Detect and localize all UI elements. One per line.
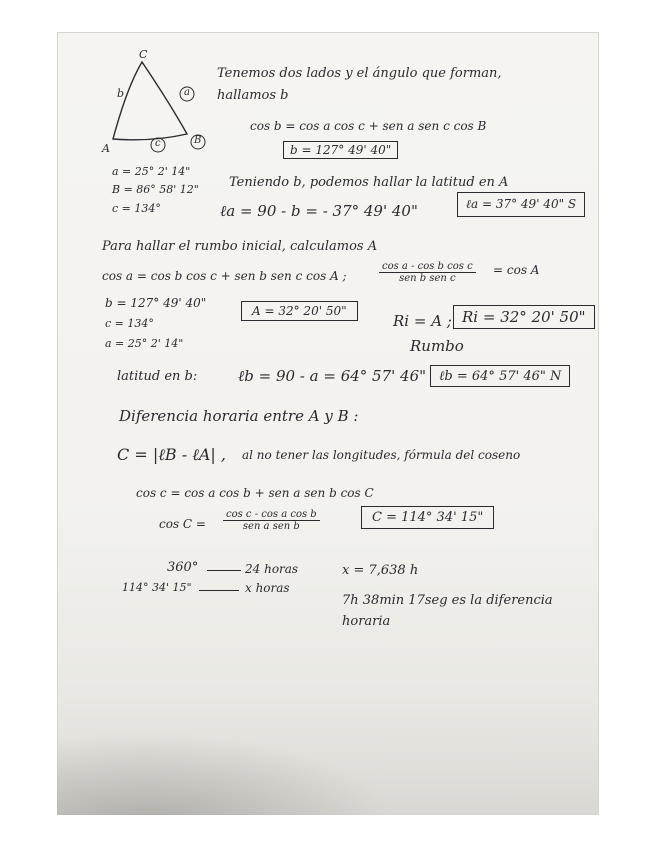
list-c: c = 134° <box>105 317 154 330</box>
notebook-page <box>57 32 599 815</box>
fraction-cos-C <box>223 509 320 532</box>
prop-left-1: 360° <box>167 560 199 575</box>
intro-line-2: hallamos b <box>217 88 289 103</box>
C-result-box: C = 114° 34' 15" <box>361 506 494 529</box>
side-c-label: c <box>155 138 161 149</box>
cos-c-formula: cos c = cos a cos b + sen a sen b cos C <box>136 486 374 500</box>
cos-b-formula: cos b = cos a cos c + sen a sen c cos B <box>250 119 487 133</box>
prop-right-1: 24 horas <box>245 562 299 576</box>
given-c: c = 134° <box>112 202 161 215</box>
intro-line-1: Tenemos dos lados y el ángulo que forman, <box>217 66 502 81</box>
lat-a-equation: ℓa = 90 - b = - 37° 49' 40" <box>220 202 418 220</box>
fraction-cos-C-denominator: sen a sen b <box>242 521 300 532</box>
lat-b-result-box: ℓb = 64° 57' 46" N <box>430 365 570 387</box>
final-line-2: horaria <box>342 614 391 629</box>
given-a: a = 25° 2' 14" <box>112 165 191 178</box>
vertex-b-label: B <box>194 135 202 146</box>
rumbo-intro: Para hallar el rumbo inicial, calculamos A <box>102 239 378 254</box>
vertex-a-label: A <box>102 142 110 155</box>
cos-a-formula: cos a = cos b cos c + sen b sen c cos A ; <box>102 269 347 283</box>
fraction-cos-C-numerator: cos c - cos a cos b <box>223 509 320 521</box>
lat-a-result-box: ℓa = 37° 49' 40" S <box>457 192 585 217</box>
A-result-box: A = 32° 20' 50" <box>241 301 358 321</box>
c-abs-text: al no tener las longitudes, fórmula del coseno <box>242 448 521 462</box>
ri-result-box: Ri = 32° 20' 50" <box>453 305 595 329</box>
b-result-box: b = 127° 49' 40" <box>283 141 398 159</box>
lat-b-label: latitud en b: <box>117 369 198 384</box>
prop-dash-1 <box>207 570 241 571</box>
prop-right-2: x horas <box>245 581 290 595</box>
fraction-cos-C-lhs: cos C = <box>159 517 206 531</box>
ri-equation: Ri = A ; <box>393 312 452 330</box>
rumbo-label: Rumbo <box>410 337 464 355</box>
diferencia-title: Diferencia horaria entre A y B : <box>119 407 359 425</box>
vertex-c-label: C <box>139 48 148 61</box>
list-b: b = 127° 49' 40" <box>105 296 207 310</box>
triangle-outline <box>113 62 187 140</box>
lat-a-text: Teniendo b, podemos hallar la latitud en A <box>229 175 509 190</box>
side-b-label: b <box>117 87 125 100</box>
final-line-1: 7h 38min 17seg es la diferencia <box>342 593 553 608</box>
given-B: B = 86° 58' 12" <box>112 183 199 196</box>
prop-left-2: 114° 34' 15" <box>122 581 192 594</box>
fraction-cos-A-rhs: = cos A <box>493 263 540 277</box>
lat-b-equation: ℓb = 90 - a = 64° 57' 46" <box>238 367 427 385</box>
list-a: a = 25° 2' 14" <box>105 337 184 350</box>
prop-dash-2 <box>199 590 239 591</box>
x-result: x = 7,638 h <box>342 563 419 578</box>
fraction-cos-A-numerator: cos a - cos b cos c <box>379 261 476 273</box>
fraction-cos-A-denominator: sen b sen c <box>399 273 456 284</box>
side-a-label: a <box>184 87 190 98</box>
fraction-cos-A <box>379 261 476 284</box>
c-abs-equation: C = |ℓB - ℓA| , <box>117 445 226 464</box>
